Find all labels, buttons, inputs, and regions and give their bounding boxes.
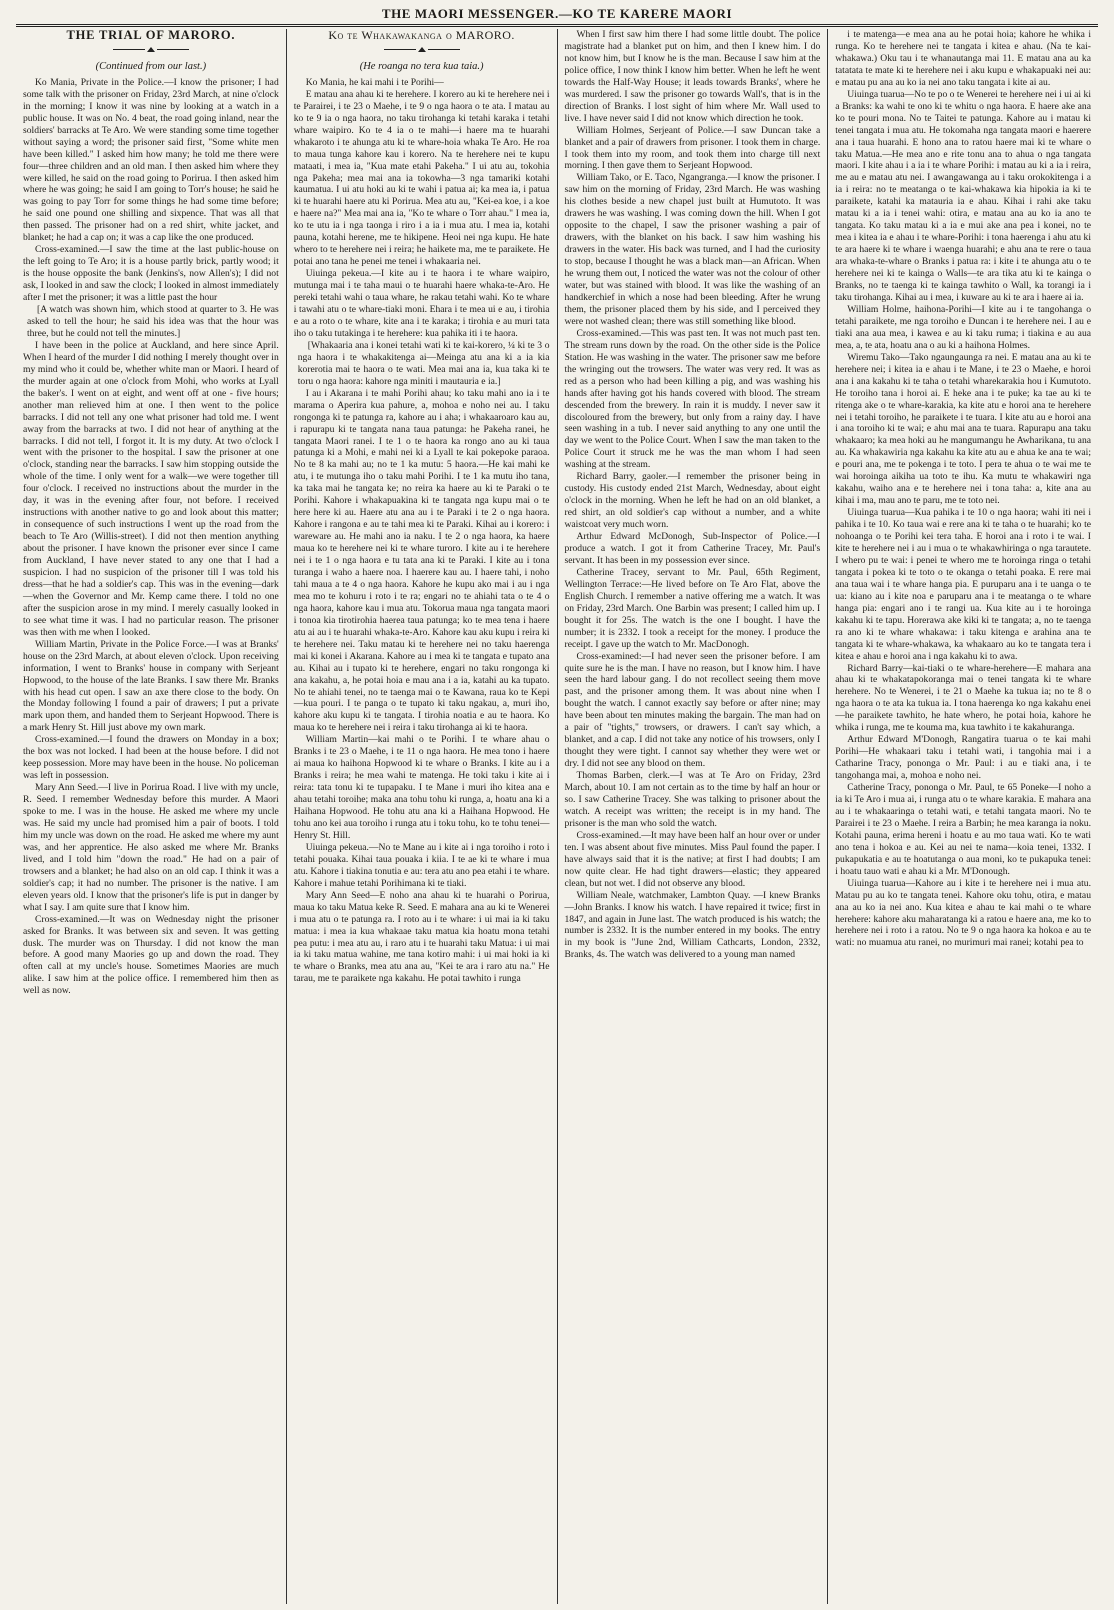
masthead: THE MAORI MESSENGER.—KO TE KARERE MAORI	[381, 6, 733, 21]
continued-note-mi: (He roanga no tera kua taia.)	[359, 60, 484, 72]
paragraph: [Whakaaria ana i konei tetahi wati ki te kai-korero, ¼ ki te 3 o nga haora i te whakakitenga ai—Meinga atu ana ki a ia kia korerotia mai te haora o te wati. Mea mai ana ia, kua taka ki te toru o nga haora: kahore nga miniti i mautauria e ia.]	[297, 339, 550, 387]
column-3	[557, 29, 828, 1604]
paragraph: E matau ana ahau ki te herehere. I korero au ki te herehere nei i te Parairei, i te 23 o Maehe, i te 9 o nga haora o te ata. I matau au ko te 9 ia o nga haora, no taku tirohanga ki tetahi karaka i tetahi whare waipiro. Ko te 4 ia o te mahi—i haere ma te huarahi whakaroto i te ahunga atu ki te whare-hoia whaka Te Aro. He roa to maua tunga kahore kau i korero. Na te herehere nei te kupu mataati, i mea ia, "Kua mate etahi Pakeha." I ui atu au, tokohia nga Pakeha; mea mai ana ia tokowha—3 nga tamariki kotahi kaumatua. I ui atu hoki au ki te wahi i patua ai; ka mea ia, i patua ki te huarahi haere atu ki Porirua. Mea atu au, "Kei-ea koe, i a koe e haere na?" Mea mai ana ia, "Ko te whare o Torr ahau." I mea ia, ko te utu ia i nga taonga i riro i a ia i mua atu. I mea ia, kotahi pauna, kotahi herene, me te hikipene. Heoi nei nga kupu. He hate whero to te herehere nei i reira; he haikete ma, me te paraikete. He potai ano tana he penei me tenei i whakaaria nei.	[293, 88, 550, 268]
columns	[16, 29, 1098, 1604]
masthead-rule	[16, 24, 1098, 27]
paragraph: William Neale, watchmaker, Lambton Quay. —I knew Branks—John Branks. I know his watch. I have repaired it twice; first in 1847, and again in June last. The watch produced is his watch; the number is 2332. It is the number entered in my books. The entry in my book is "June 2nd, William Cathcarts, London, 2332, Branks, 4s. The watch was delivered to a young man named	[564, 889, 821, 961]
paragraph: Catherine Tracey, servant to Mr. Paul, 65th Regiment, Wellington Terrace:—He lived before on Te Aro Flat, above the English Church. I remember a native offering me a watch. It was on Friday, 23rd March. One Barbin was present; I called him up. I bought it for 25s. The watch is the one I bought. I have the number; it is 2332. I took a receipt for the money. I produce the receipt. I gave up the watch to Mr. MacDonogh.	[564, 566, 821, 650]
paragraph: Mary Ann Seed.—I live in Porirua Road. I live with my uncle, R. Seed. I remember Wednesday before this murder. A Maori spoke to me. I was in the house. He asked me where my uncle was. He said my uncle had promised him a pair of boots. I told him my uncle was down on the road. He asked me where my aunt was, and her apprentice. He also asked me where Mr. Branks lived, and I told him "down the road." He had on a pair of trowsers and a blanket; he had also on an old cap. I think it was a soldier's cap; it had no number. The prisoner is the native. I am eleven years old. I know that the prisoner's life is put in danger by what I say. I am quite sure that I know him.	[23, 782, 279, 913]
paragraph: Arthur Edward M'Donogh, Rangatira tuarua o te kai mahi Porihi—He whakaari taku i tetahi wati, i tangohia mai i a Catharine Tracy, pononga o Mr. Paul: i au e tiaki ana, i te tangohanga mai, a, mohoa e noho nei.	[835, 734, 1091, 782]
paragraph: Mary Ann Seed—E noho ana ahau ki te huarahi o Porirua, maua ko taku Matua keke R. Seed. E mahara ana au ki te Wenerei i mua atu o te patunga ra. I roto au i te whare: i ui mai ia ki taku matua: i mea ia kua whakaae taku matua kia hoatu mona tetahi pea putu: i mea atu au, i raro atu i te huarahi taku Matua: i ui mai ia ki taku matua wahine, me tana kotiro mahi: i ui mai hoki ia ki te whare o Branks, mea atu ana au, "Kei te ara i raro atu na." He tarau, me te paraikete nga kakahu. He potai tawhito i runga	[293, 889, 550, 985]
paragraph: i te matenga—e mea ana au he potai hoia; kahore he whika i runga. Ko te herehere nei te tangata i kitea e ahau. (Na te kai-whakawa.) Oku tau i te whanautanga mai 11. E matau ana au ka tatatata te mate ki te herehere nei i aku kupu e whakapuaki nei au: e matau pu ana au ko ia nei ano taku tangata i kite ai au.	[835, 29, 1091, 88]
paragraph: Uiuinga pekeua.—No te Mane au i kite ai i nga toroiho i roto i tetahi pouaka. Kihai taua pouaka i kiia. I te ae ki te whare i mua atu. Kahore i tiakina tonutia e au: tera atu ano pea etahi i te whare. Kahore i mahue tetahi Porihimana ki te tiaki.	[293, 841, 550, 889]
article-heading-mi: Ko te Whakawakanga o MARORO.	[328, 29, 515, 42]
paragraph: William Holmes, Serjeant of Police.—I saw Duncan take a blanket and a pair of drawers from prisoner. I took them in charge. I took them into my room, and took them into charge till next morning. I then gave them to Serjeant Hopwood.	[564, 124, 821, 172]
paragraph: Cross-examined:—I had never seen the prisoner before. I am quite sure he is the man. I have no reason, but I know him. I have seen the hard labour gang. I do not recollect seeing them move past, and the prisoner among them. It was about nine when I bought the watch. I cannot exactly say before or after nine; may have been about ten minutes making the bargain. The man had on a pair of "tights," trowsers, or drawers. I can't say which, a blanket, and a cap. I did not take any notice of his trowsers, only I thought they were tight. I cannot say whether they were wet or dry. I did not see any blood on them.	[564, 650, 821, 770]
paragraph: Cross-examined.—It may have been half an hour over or under ten. I was absent about five minutes. Miss Paul found the paper. I have always said that it is the native; at first I had doubts; I am now quite clear. He had tight drawers—elastic; they appeared clean, but not wet. I did not observe any blood.	[564, 829, 821, 889]
paragraph: Cross-examined.—I found the drawers on Monday in a box; the box was not locked. I had been at the house before. I did not keep possession. More may have been in the house. No policeman was left in possession.	[23, 734, 279, 782]
paragraph: Richard Barry, gaoler.—I remember the prisoner being in custody. His custody ended 21st March, Wednesday, about eight o'clock in the morning. When he left he had on an old blanket, a red shirt, an old soldier's cap without a number, and a white waistcoat very much worn.	[564, 471, 821, 531]
heading-ornament	[294, 44, 550, 54]
paragraph: Uiuinga tuarua—Kua pahika i te 10 o nga haora; wahi iti nei i pahika i te 10. Ko taua wai e rere ana ki te taha o te huarahi; ko te nohoanga o te Porihi kei tera taha. E horoi ana i roto i te wai. I kite te herehere nei i au i mua o te whakawhiringa o nga tarautete. I whero pu te wai: i penei te whero me te horoinga ringa o tetahi tangata i pokea ki te toto o te okanga o tetahi poaka. E rere mai ana taua wai i te whare hanga pia. E puruparu ana i te uanga o te ua: kiano au i kite noa e paruparu ana i te meatanga o te whare hanga pia: engari ano i te rangi ua. Kua kite au i te horoinga kakahu ki te tapu. Horerawa ake kiki ki te tangata; a, no te taenga ra ano ki te whare whakawa: i taku kitenga e arahina ana te tangata ki te whare-whakawa, ka whakaaro au ko te tangata tera i kitea e ahau e horoi ana i nga kakahu ki to awa.	[835, 507, 1091, 662]
paragraph: Uiuinga pekeua.—I kite au i te haora i te whare waipiro, mutunga mai i te taha maui o te huarahi haere whaka-te-Aro. He pereki tetahi wahi o taua whare, he rakau tetahi wahi. Ko te whare i tawahi atu o te whare-tiaki moni. Ehara i te mea ui e au, i tirohia e au a roto o te whare, kite ana i te karaka; i tirohia e au muri tata iho o taku tutakinga i te herehere: kua pahika iti i te haora.	[293, 268, 550, 339]
column-2	[286, 29, 557, 1604]
paragraph: I have been in the police at Auckland, and here since April. When I heard of the murder I did nothing I merely thought over in my mind who it could be, whether white man or Maori. I heard of the murder again at one o'clock from Mohi, who works at Lyall the baker's. I went on at eight, and went off at one - five hours; another man relieved him at one. I then went to the police barracks. I did not tell any one what prisoner had told me. I went away from the barracks at two. I did not hear of anything at the barracks. I did not tell, I forgot it. It is my duty. At two o'clock I went with the prisoner to the hospital. I saw the prisoner at one o'clock, standing near the barracks. I saw him stopping outside the whole of the time. I only went for a walk—we were together till four o'clock. I received no instructions about the murder in the day, it was in the evening after four, not before. I received instructions with another native to go and look about this matter; in consequence of such instructions I went up the road from the beach to Te Aro (Willis-street). I did not then mention anything about the prisoner. I have known the prisoner ever since I came from Auckland, I have never stated to any one that I had a suspicion. I had no suspicion of the prisoner till I was told his dress—that he had a soldier's cap. This was in the evening—dark—when the Governor and Mr. Kemp came there. I told no one after the suspicion arose in my mind. I merely casually looked in to see what time it was. I had no particular reason. The prisoner was then with me when I looked.	[23, 339, 279, 638]
paragraph: Catherine Tracy, pononga o Mr. Paul, te 65 Poneke—I noho a ia ki Te Aro i mua ai, i runga atu o te whare karakia. E mahara ana au i te whakaaringa o tetahi wati, e tetahi tangata maori. No te Parairei i te 23 o Maehe. I reira a Barbin; he mea karanga ia noku. Kotahi pauna, erima hereni i hoatu e au mo taua wati. Ko te wati ano tena i hokoa e au. Kei au nei te nama—koia tenei, 1332. I pukapukatia e au te hoatutanga o aua moni, ko te pukapuka tenei: i hoatu tauo wati e ahau ki a Mr. M'Donough.	[835, 782, 1091, 877]
paragraph: Cross-examined.—I saw the time at the last public-house on the left going to Te Aro; it is a house partly brick, partly wood; it is the house opposite the bank (Jenkins's, now Allen's); I did not ask, I looked in and saw the clock; I looked in almost immediately after I met the prisoner; it was a little past the hour	[23, 244, 279, 304]
paragraph: Ko Mania, he kai mahi i te Porihi—	[305, 76, 444, 88]
paragraph: Uiuinga tuarua—Kahore au i kite i te herehere nei i mua atu. Matau pu au ko te tangata tenei. Kahore oku tohu, otira, e matau ana au ko ia nei ano. Kua kitea e ahau te kai mahi o te whare herehere: kahore aku maharatanga ki a ratou e haere ana, me ko to herehere nei i roto i a ratou. No te 9 o nga haora ka hokoa e au te wati: no muamua atu ranei, no murimuri mai ranei; kotahi pea to	[835, 877, 1091, 949]
continued-note: (Continued from our last.)	[95, 60, 207, 72]
paragraph: Cross-examined.—It was on Wednesday night the prisoner asked for Branks. It was between six and seven. It was getting dusk. The murder was on Thursday. I did not know the man before. A good many Maories go up and down the road. They often call at my uncle's house. Sometimes Maories are much alike. I saw him at the police office. I remembered him then as well as now.	[23, 913, 279, 997]
column-4	[827, 29, 1098, 1604]
paragraph: William Martin, Private in the Police Force.—I was at Branks' house on the 23rd March, at about eleven o'clock. Upon receiving information, I went to Branks' house in company with Serjeant Hopwood, to the house of the late Branks. I saw there Mr. Branks with his head cut open. I saw an axe there close to the body. On the Monday following I found a pair of drawers; I put a private mark upon them, and handed them to Serjeant Hopwood. There is a mark Henry St. Hill just above my own mark.	[23, 638, 279, 734]
heading-ornament	[23, 44, 279, 54]
paragraph: Ko Mania, Private in the Police.—I know the prisoner; I had some talk with the prisoner on Friday, 23rd March, at nine o'clock in the morning; I know it was nine by looking at a watch in a public house. It was on No. 4 beat, the road going inland, near the soldiers' barracks at Te Aro. We were standing some time together without saying a word; the prisoner said first, "Some white men have been killed." I asked him how many; he told me there were four—three children and an old man. I then asked him where they were killed, he said on the road going to Porirua. I then asked him where he was going; he said I am going to Torr's house; he said he was going to pay Torr for some things he had some time before; he said one pound one shilling and sixpence. That was all that then passed. The prisoner had on a red shirt, white jacket, and blanket; he had a cap on; it was a cap like the one produced.	[23, 76, 279, 244]
paragraph: Thomas Barben, clerk.—I was at Te Aro on Friday, 23rd March, about 10. I am not certain as to the time by half an hour or so. I saw Catherine Tracey. She was talking to prisoner about the watch. A receipt was written; the receipt is in my hand. The prisoner is the man who sold the watch.	[564, 770, 821, 829]
paragraph: [A watch was shown him, which stood at quarter to 3. He was asked to tell the hour; he said his idea was that the hour was three, but he could not tell the minutes.]	[27, 304, 279, 339]
paragraph: Wiremu Tako—Tako ngaungaunga ra nei. E matau ana au ki te herehere nei; i kitea ia e ahau i te Mane, i te 23 o Maehe, e horoi ana i ana kakahu ki te taha o tetahi wharekarakia hou i Kumutoto. He toroiho tana i horoi ai. E heke ana i te puke; ka tae au ki te ritenga ake o te whare-karakia, ka kite atu e horoi ana te herehere nei i tetahi toroiho, he paraikete i te tuara. I kite atu au e horoi ana i ana toroiho ki te wai; e ahu mai ana te tuara. Rapurapu ana taku whakaaro; ka mea hoki au he mangumangu he Awharikana, tu ana au. Ka whakawiria nga kakahu ka kite atu au e ahua ke ana te wai; e pouri ana, me te pokenga i te toto. I pera te ahua o te wai me te wai horoinga aikiha ua toto te ihu. Ka mutu te whakawiri nga kakahu, waiho ana e te herehere nei i tona taha: a, kite ana au kihai i ma, mau ano te paru, me te toto nei.	[835, 351, 1091, 507]
paragraph: William Martin—kai mahi o te Porihi. I te whare ahau o Branks i te 23 o Maehe, i te 11 o nga haora. He mea tono i haere ai maua ko haihona Hopwood ki te whare o Branks. I kite au i a Branks i reira; he mea wahi te matenga. He toki taku i kite ai i reira: tata tonu ki te tupapaku. I te Mane i muri iho kitea ana e ahau tetahi toroihe; maka ana tohu tohu ki runga, a, hoatu ana ki a Haihana Hopwood. He tohu atu ana ki a Haihana Hopwood. He tohu ano kei aua toroiho i runga atu i toku tohu, ko te tohu tenei—Henry St. Hill.	[293, 734, 550, 841]
paragraph: I au i Akarana i te mahi Porihi ahau; ko taku mahi ano ia i te marama o Aperira kua pahure, a, mohoa e noho nei au. I taku rongonga ki te patunga ra, kahore au i aha; i whakaaroaro kau au, i rapurapu ki te tangata nana taua patunga: he Pakeha ranei, he tangata Maori ranei. I te 1 o te haora ka rongo ano au ki taua patunga ki a Mohi, e mahi nei ki a Lyall te kai pokepoke paraoa. No te 8 ka mahi au; no te 1 ka mutu: 5 haora.—He kai mahi ke atu, i te mutunga iho o taku mahi Porihi. I te 1 ka mutu iho tana, ka taka mai he tangata ke; no reira ka haere au ki te Paraki o te Porihi. Kahore i whakapuakina ki te tangata nga kupu mai o te here here ki au. Haere atu ana au i te Paraki i te 2 o nga haora. Kahore i rangona e au te tahi mea ki te Paraki. Kihai au i korero: i wareware au. He mahi ano ia naku. I te 2 o nga haora, ka haere maua ko te herehere nei ki te whare turoro. I kite au i te herehere nei i te 1 o nga haora e tu tata ana ki te Paraki. I kite au i tona turanga i waho a haere noa. I haerere kau au. I haere tahi, i noho tahi maua a te 4 o nga haora. Kahore he kupu ako mai i au i nga mea mo te kohuru i roto i te ra; engari no te ahiahi tata o te 4 o nga haora, kahore kau i mua atu. Tokorua maua nga tangata maori i tonoa kia tirotirohia haerea taua patunga; ko te mea tena i haere atu ai au i te huarahi whaka-te-Aro. Kahore kau aku kupu i reira ki te herehere nei. Taku matau ki te herehere nei no taku haerenga mai ki konei i Akarana. Kahore au i mea ki te tangata e tupato ana au. Kihai au i tupato ki te herehere, engari no taku rongonga ki ana kakahu, a, he potai hoia e mau ana i a ia, katahi au ka tupato. No te ahiahi tenei, no te taenga mai o te Kawana, raua ko te Kepi—kua pouri. I te panga o te tupato ki taku ngakau, a, muri iho, kahore aku kupu ki te tangata. I tirohia noatia e au te haora. Ko maua ko te herehere nei i reira i taku tirohanga ai ki te haora.	[293, 387, 550, 734]
paragraph: Uiuinga tuarua—No te po o te Wenerei te herehere nei i ui ai ki a Branks: ka wahi te ono ki te whitu o nga haora. E haere ake ana ko te pouri mona. No te Taitei te patunga. Kahore au i matau ki tenei tangata i mua atu. He tokomaha nga tangata maori e haerere ana i taua huarahi. E hono ana to ratou haere mai ki te whare o taku Matua.—He mea ano e rite tonu ana to ahua o nga tangata maori. I kite ahau i a ia i te whare Porihi: i matau au ki a ia i reira, me au e matau atu nei. I awangawanga au i taku orokokitenga i a ia i reira: no te meatanga o te kai-whakawa kia hipokia ia ki te paraikete, katahi ka matauria ia e ahau. Kihai i rahi ake taku matau ki a ia i tenei wahi: otira, e matau ana au ko ia ano te tangata. Ko taku matau ki a ia e mui ake ana pea i konei, no te mea i kitea ia e ahau i te whare-Porihi: i tona haerenga i ahu atu ki te ara haere ki te whare i waenga huarahi; e ahu ana te rere o taua ara whaka-te-whare o Branks i patua ra: i kite i te ahunga atu o te herehere nei ki te kainga o Walls—te ara tika atu ki te kainga o Branks, no te taenga ki te kainga tawhito o Wall, ka torangi ia i taku tirohanga. Kihai au i mea, i kuware au ki te ara i haere ai ia.	[835, 88, 1091, 303]
paragraph: Arthur Edward McDonogh, Sub-Inspector of Police.—I produce a watch. I got it from Catherine Tracey, Mr. Paul's servant. It has been in my possession ever since.	[564, 531, 821, 566]
paragraph: When I first saw him there I had some little doubt. The police magistrate had a blanket put on him, and then I knew him. I do not know him, but I know he is the man. Because I saw him at the police office, I now think I know him better. When he left he went towards the Half-Way House; it leads towards Branks', where he was murdered. I saw the prisoner go towards Wall's, that is in the direction of Branks. I lost sight of him where Mr. Wall used to live. I have never said I did not know which direction he took.	[564, 29, 821, 124]
column-1	[16, 29, 286, 1604]
paragraph: William Tako, or E. Taco, Ngangranga.—I know the prisoner. I saw him on the morning of Friday, 23rd March. He was washing his clothes beside a new chapel just built at Humutoto. It was drawers he was washing. I was coming down the hill. When I got opposite to the chapel, I saw the prisoner washing a pair of drawers, with the blanket on his back. I saw him washing his drawers in the water. His back was turned, and I had the curiosity to stop, because I thought he was a black man—an African. When he wrung them out, I noticed the water was not the colour of other water, but was stained with blood. It was like the washing of an handkerchief in which a nose had been bleeding. After he wrung them, the prisoner placed them by his side, and I perceived they were not washed clean; there was still something like blood.	[564, 172, 821, 327]
article-heading-en: THE TRIAL OF MARORO.	[66, 29, 236, 42]
paragraph: Cross-examined.—This was past ten. It was not much past ten. The stream runs down by the road. On the other side is the Police Station. He was washing in the water. The prisoner saw me before the wringing out the trowsers. The water was very red. It was as red as a person who had been killing a pig, and was washing his hands after having got his hands covered with blood. The stream descended from the brewery. In rain it is muddy. I never saw it discoloured from the brewery, but only from a rainy day. I have seen washing in a tub. I never said anything to any one until the day we went to the Police Court. When I saw the man taken to the Police Court it struck me he was the man whom I had seen washing at the stream.	[564, 327, 821, 471]
paragraph: William Holme, haihona-Porihi—I kite au i te tangohanga o tetahi paraikete, me nga toroiho e Duncan i te herehere nei. I au e tiaki ana aua mea, i kawea e au ki taku ruma; i tiakina e au aua mea, a, te ata, hoatu ana o au ki a haihona Holmes.	[835, 303, 1091, 351]
paragraph: Richard Barry—kai-tiaki o te whare-herehere—E mahara ana ahau ki te whakatapokoranga mai o tenei tangata ki te whare herehere. No te Wenerei, i te 21 o Maehe ka tukua ia; no te 8 o nga haora o te ata ka tukua ia. I tona haerenga ko nga kakahu enei—he paraikete tawhito, he hate whero, he potai hoia, kahore he whika i runga, me te kouma ma, kua tawhito i te kakahuranga.	[835, 662, 1091, 734]
